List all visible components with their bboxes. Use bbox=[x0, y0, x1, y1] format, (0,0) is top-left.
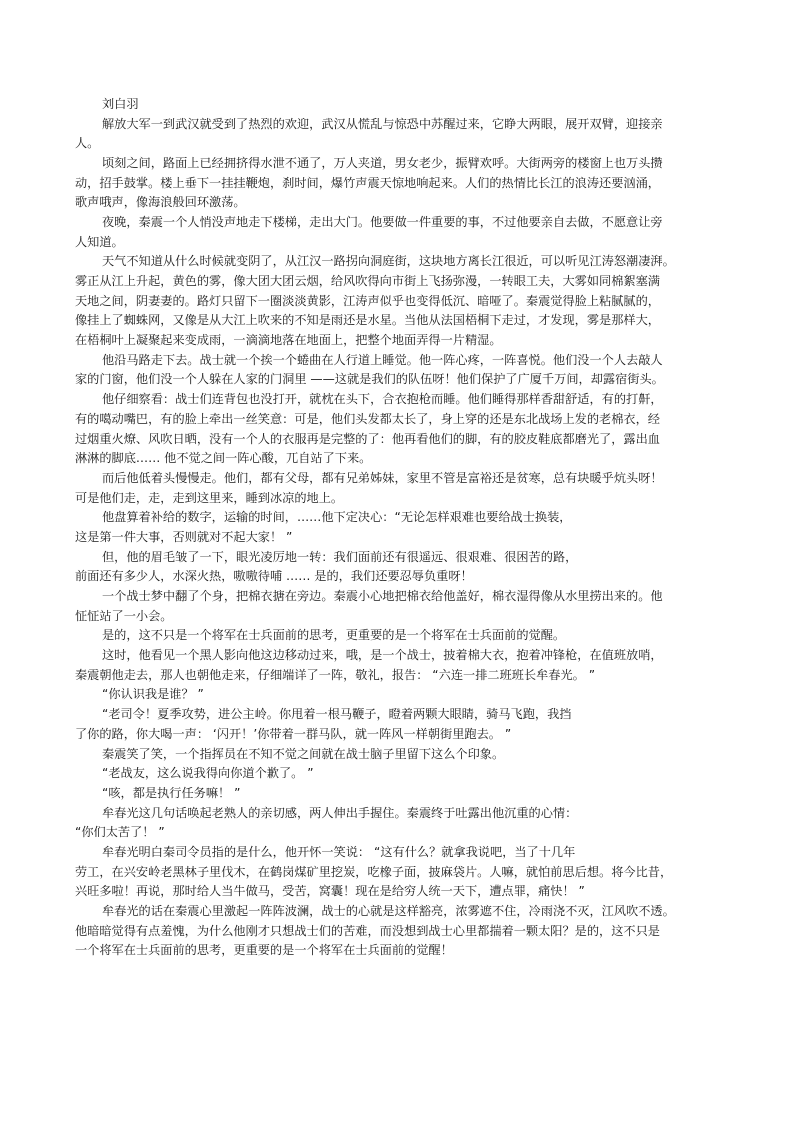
text-line: 可是他们走，走，走到这里来，睡到冰凉的地上。 bbox=[75, 490, 344, 505]
text-line: 天地之间，阴妻妻的。路灯只留下一圈淡淡黄影，江涛声似乎也变得低沉、暗哑了。秦震觉得脸上粘腻腻的， bbox=[75, 293, 660, 308]
text-line: 秦震笑了笑，一个指挥员在不知不觉之间就在战士脑子里留下这么个印象。 bbox=[102, 746, 505, 761]
text-line: 是的，这不只是一个将军在士兵面前的思考，更重要的是一个将军在士兵面前的觉醒。 bbox=[102, 628, 566, 643]
text-line: 人。 bbox=[75, 136, 100, 151]
text-line: 这是第一件大事，否则就对不起大家！ ” bbox=[75, 529, 293, 544]
text-line: “你认识我是谁？ ” bbox=[102, 687, 204, 702]
text-line: 过烟重火燎、风吹日晒，没有一个人的衣服再是完整的了：他再看他们的脚，有的胶皮鞋底都磨光了，露出血 bbox=[75, 431, 660, 446]
text-line: 一个战士梦中翻了个身，把棉衣搪在旁边。秦震小心地把棉衣给他盖好，棉衣湿得像从水里捞出来的。他 bbox=[102, 589, 663, 603]
text-line: 雾正从江上升起，黄色的雾，像大团大团云烟，给风吹得向市街上飞扬弥漫，一转眼工夫，大雾如同棉絮塞满 bbox=[75, 274, 660, 288]
text-line: 牟春光明白秦司令员指的是什么，他开怀一笑说： “这有什么？就拿我说吧，当了十几年 bbox=[102, 844, 576, 859]
text-line: 顷刻之间，路面上已经拥挤得水泄不通了，万人夹道，男女老少，振臂欢呼。大街两旁的楼窗上也万头攒 bbox=[102, 155, 663, 170]
paragraph-lines bbox=[75, 115, 723, 962]
text-line: 兴旺多啦！再说，那时给人当牛做马，受苦，窝囊！现在是给穷人统一天下，遭点罪，痛快！ ” bbox=[75, 884, 585, 899]
article-body bbox=[75, 95, 723, 961]
text-line: “你们太苦了！ ” bbox=[75, 825, 165, 840]
text-line: 了你的路，你大喝一声： ‘闪开！’你带着一群马队，就一阵风一样朝街里跑去。 ” bbox=[75, 726, 512, 741]
text-line: 他暗暗觉得有点羞愧，为什么他刚才只想战士们的苦难，而没想到战士心里都揣着一颗太阳？是的，这不只是 bbox=[75, 923, 660, 938]
text-line: 家的门窗，他们没一个人躲在人家的门洞里 ——这就是我们的队伍呀！他们保护了广厦千万间，却露宿街头。 bbox=[75, 372, 664, 387]
text-line: 像挂上了蜘蛛网，又像是从大江上吹来的不知是雨还是水星。当他从法国梧桐下走过，才发现，雾是那样大， bbox=[75, 313, 660, 328]
text-line: 在梧桐叶上凝聚起来变成雨，一滴滴地落在地面上，把整个地面弄得一片精湿。 bbox=[75, 333, 502, 348]
text-line: 一个将军在士兵面前的思考，更重要的是一个将军在士兵面前的觉醒！ bbox=[75, 943, 453, 958]
text-line: 夜晚，秦震一个人悄没声地走下楼梯，走出大门。他要做一件重要的事，不过他要亲自去做，不愿意让旁 bbox=[102, 214, 663, 229]
text-line: 秦震朝他走去，那人也朝他走来，仔细端详了一阵，敬礼，报告： “六连一排二班班长牟春光。 ” bbox=[75, 667, 596, 682]
text-line: 天气不知道从什么时候就变阴了，从江汉一路拐向洞庭街，这块地方离长江很近，可以听见江涛怒潮凄湃。 bbox=[102, 254, 675, 269]
text-line: 他沿马路走下去。战士就一个挨一个蜷曲在人行道上睡觉。他一阵心疼，一阵喜悦。他们没一个人去敲人 bbox=[102, 352, 663, 367]
text-line: 前面还有多少人，水深火热，嗷嗷待哺 …… 是的，我们还要忍辱负重呀！ bbox=[75, 569, 473, 584]
text-line: 人知道。 bbox=[75, 234, 124, 249]
text-line: 动，招手鼓掌。楼上垂下一挂挂鞭炮，刹时间，爆竹声震天惊地响起来。人们的热情比长江的浪涛还要汹涌， bbox=[75, 175, 660, 190]
text-line: 他仔细察看：战士们连背包也没打开，就枕在头下，合衣抱枪而睡。他们睡得那样香甜舒适，有的打鼾， bbox=[102, 392, 663, 407]
text-line: “老战友，这么说我得向你道个歉了。 ” bbox=[102, 766, 314, 781]
text-line: “咳，都是执行任务嘛！ ” bbox=[102, 785, 241, 800]
text-line: 有的噶动嘴巴，有的脸上牵出一丝笑意：可是，他们头发都太长了，身上穿的还是东北战场上发的老棉衣，经 bbox=[75, 411, 660, 426]
text-line: 这时，他看见一个黑人影向他这边移动过来，哦，是一个战士，披着棉大衣，抱着冲锋枪，在值班放哨， bbox=[102, 648, 663, 663]
author-name: 刘白羽 bbox=[102, 97, 139, 111]
text-line: 但，他的眉毛皱了一下，眼光凌厉地一转：我们面前还有很遥远、很艰难、很困苦的路， bbox=[102, 549, 578, 564]
text-line: 他盘算着补给的数字，运输的时间，……他下定决心：“无论怎样艰难也要给战士换装， bbox=[102, 510, 572, 525]
text-line: 淋淋的脚底…… 他不觉之间一阵心酸，兀自站了下来。 bbox=[75, 451, 372, 466]
text-line: “老司令！夏季攻势，进公主岭。你甩着一根马鞭子，瞪着两颗大眼睛，骑马飞跑，我挡 bbox=[102, 707, 572, 722]
text-line: 歌声哦声，像海浪般回环激荡。 bbox=[75, 195, 246, 210]
text-line: 而后他低着头慢慢走。他们，都有父母，都有兄弟姊妹，家里不管是富裕还是贫寒，总有块暖乎炕头呀！ bbox=[102, 470, 663, 485]
text-line: 劳工，在兴安岭老黑林子里伐木，在鹤岗煤矿里挖炭，吃橡子面，披麻袋片。人嘛，就怕前思后想。将今比昔， bbox=[75, 864, 673, 879]
text-line: 牟春光这几句话唤起老熟人的亲切感，两人伸出手握住。秦震终于吐露出他沉重的心情： bbox=[102, 805, 578, 820]
text-line: 解放大军一到武汉就受到了热烈的欢迎，武汉从慌乱与惊恐中苏醒过来，它睁大两眼，展开双臂，迎接亲 bbox=[102, 116, 663, 131]
text-line: 怔怔站了一小会。 bbox=[75, 608, 173, 623]
text-line: 牟春光的话在秦震心里激起一阵阵波澜，战士的心就是这样豁亮，浓雾遮不住，冷雨浇不灭，江风吹不透。 bbox=[102, 904, 675, 918]
